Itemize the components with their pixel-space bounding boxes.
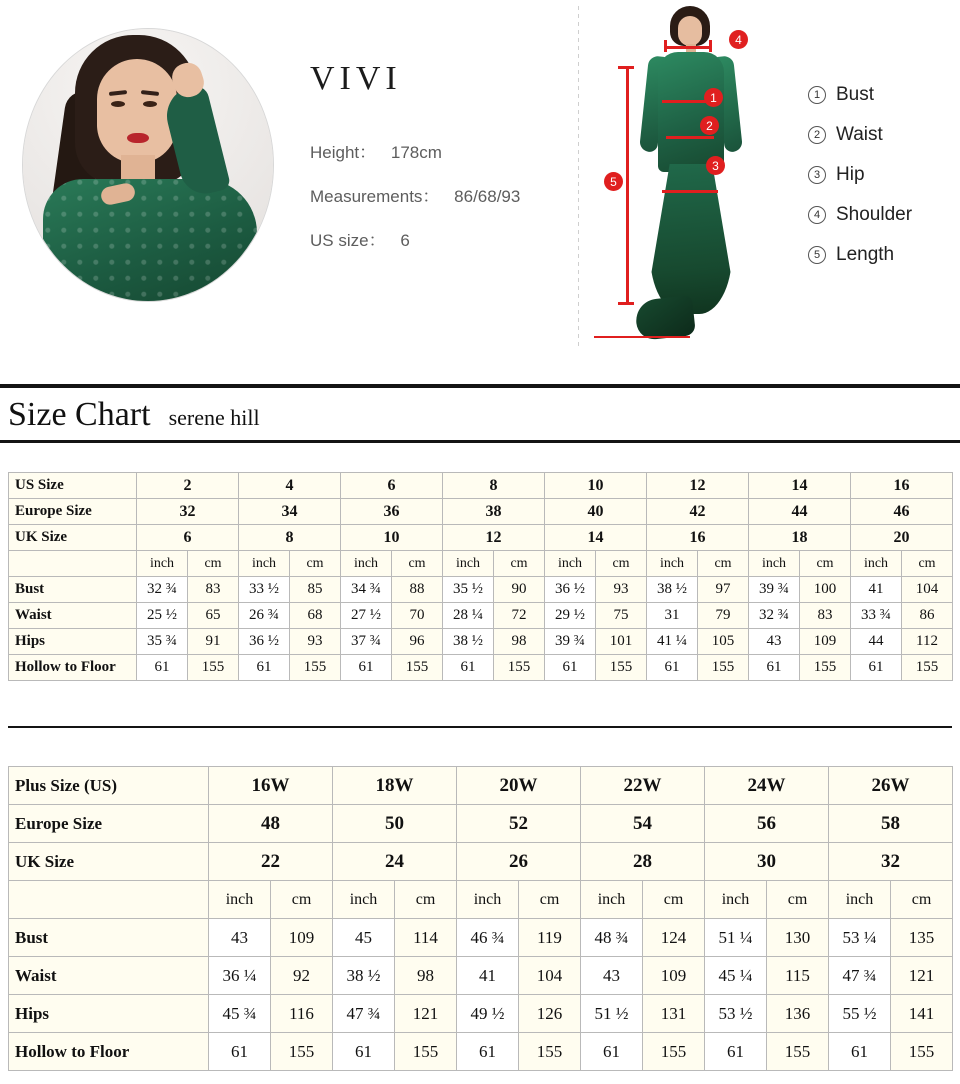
plus-hollow-cm-5: 155 (767, 1033, 829, 1071)
waist-cm-8: 86 (902, 603, 953, 629)
hips-inch-6: 41 ¼ (647, 629, 698, 655)
table-row-waist (9, 603, 953, 629)
plus-hollow-inch-3: 61 (457, 1033, 519, 1071)
waist-cm-1: 65 (188, 603, 239, 629)
plus-waist-cm-5: 115 (767, 957, 829, 995)
marker-3: 3 (706, 156, 725, 175)
table-row-hollow-to-floor (9, 655, 953, 681)
model-lips (127, 133, 149, 143)
hollow-cm-3: 155 (392, 655, 443, 681)
hollow-cm-4: 155 (494, 655, 545, 681)
plus-bust-inch-6: 53 ¼ (829, 919, 891, 957)
plus-unit-cm-4: cm (643, 881, 705, 919)
plus-bust-cm-3: 119 (519, 919, 581, 957)
spec-us-size-label: US size： (310, 231, 386, 250)
plus-hips-cm-3: 126 (519, 995, 581, 1033)
plus-unit-cm-1: cm (271, 881, 333, 919)
table-row-bust (9, 577, 953, 603)
plus-uk-26: 26 (457, 843, 581, 881)
legend-label-bust: Bust (836, 84, 875, 105)
plus-waist-inch-5: 45 ¼ (705, 957, 767, 995)
hollow-inch-8: 61 (851, 655, 902, 681)
plus-bust-inch-5: 51 ¼ (705, 919, 767, 957)
page-title: Size Chart (8, 396, 151, 433)
plus-hips-inch-6: 55 ½ (829, 995, 891, 1033)
plus-eu-56: 56 (705, 805, 829, 843)
hollow-inch-5: 61 (545, 655, 596, 681)
measurement-diagram (596, 4, 796, 348)
table-row-hips (9, 629, 953, 655)
bust-inch-4: 35 ½ (443, 577, 494, 603)
plus-eu-54: 54 (581, 805, 705, 843)
uk-size-20: 20 (851, 525, 953, 551)
plus-hips-inch-4: 51 ½ (581, 995, 643, 1033)
legend-item-length (808, 244, 912, 266)
plus-hips-inch-2: 47 ¾ (333, 995, 395, 1033)
table-row-us-size (9, 473, 953, 499)
row-label-uk-size: UK Size (9, 525, 137, 551)
legend-item-bust (808, 84, 912, 106)
table-row-plus-hollow-to-floor (9, 1033, 953, 1071)
plus-waist-cm-1: 92 (271, 957, 333, 995)
plus-hips-inch-1: 45 ¾ (209, 995, 271, 1033)
shoulder-tick-left (664, 40, 667, 52)
legend-item-shoulder (808, 204, 912, 226)
heading-rule-bottom (0, 440, 960, 443)
row-label-hips: Hips (9, 629, 137, 655)
hollow-cm-5: 155 (596, 655, 647, 681)
unit-inch-6: inch (647, 551, 698, 577)
eu-size-42: 42 (647, 499, 749, 525)
table-row-plus-europe-size (9, 805, 953, 843)
legend-badge-1: 1 (808, 86, 826, 104)
unit-cm-5: cm (596, 551, 647, 577)
size-chart-heading (0, 384, 960, 443)
length-tick-bottom (618, 302, 634, 305)
table-row-units (9, 551, 953, 577)
standard-size-table (8, 472, 953, 681)
plus-bust-inch-3: 46 ¾ (457, 919, 519, 957)
plus-hollow-cm-4: 155 (643, 1033, 705, 1071)
bust-cm-7: 100 (800, 577, 851, 603)
plus-hollow-inch-4: 61 (581, 1033, 643, 1071)
waist-cm-7: 83 (800, 603, 851, 629)
plus-unit-cm-5: cm (767, 881, 829, 919)
hips-inch-4: 38 ½ (443, 629, 494, 655)
legend-badge-3: 3 (808, 166, 826, 184)
hollow-inch-6: 61 (647, 655, 698, 681)
unit-cm-7: cm (800, 551, 851, 577)
us-size-12: 12 (647, 473, 749, 499)
plus-bust-cm-1: 109 (271, 919, 333, 957)
hips-cm-3: 96 (392, 629, 443, 655)
plus-waist-cm-3: 104 (519, 957, 581, 995)
hollow-cm-2: 155 (290, 655, 341, 681)
hollow-cm-8: 155 (902, 655, 953, 681)
unit-cm-8: cm (902, 551, 953, 577)
table-row-plus-waist (9, 957, 953, 995)
length-measure-line (626, 66, 629, 304)
hollow-cm-7: 155 (800, 655, 851, 681)
table-row-plus-units (9, 881, 953, 919)
plus-waist-cm-6: 121 (891, 957, 953, 995)
plus-uk-30: 30 (705, 843, 829, 881)
legend-label-waist: Waist (836, 124, 883, 145)
spec-us-size (310, 226, 520, 251)
plus-size-24w: 24W (705, 767, 829, 805)
hips-inch-1: 35 ¾ (137, 629, 188, 655)
eu-size-40: 40 (545, 499, 647, 525)
model-dress (43, 179, 257, 302)
us-size-2: 2 (137, 473, 239, 499)
legend-item-waist (808, 124, 912, 146)
unit-cm-6: cm (698, 551, 749, 577)
waist-inch-1: 25 ½ (137, 603, 188, 629)
legend-item-hip (808, 164, 912, 186)
hips-cm-4: 98 (494, 629, 545, 655)
figure-bodice (658, 52, 724, 172)
bust-inch-7: 39 ¾ (749, 577, 800, 603)
plus-hollow-inch-6: 61 (829, 1033, 891, 1071)
plus-bust-inch-2: 45 (333, 919, 395, 957)
uk-size-14: 14 (545, 525, 647, 551)
waist-cm-2: 68 (290, 603, 341, 629)
plus-unit-inch-4: inch (581, 881, 643, 919)
plus-waist-inch-4: 43 (581, 957, 643, 995)
vertical-divider (578, 6, 579, 346)
plus-waist-cm-2: 98 (395, 957, 457, 995)
hips-inch-2: 36 ½ (239, 629, 290, 655)
us-size-10: 10 (545, 473, 647, 499)
hips-inch-5: 39 ¾ (545, 629, 596, 655)
uk-size-6: 6 (137, 525, 239, 551)
row-label-waist: Waist (9, 603, 137, 629)
legend-badge-4: 4 (808, 206, 826, 224)
hollow-inch-4: 61 (443, 655, 494, 681)
plus-unit-cm-2: cm (395, 881, 457, 919)
waist-cm-5: 75 (596, 603, 647, 629)
row-label-plus-europe: Europe Size (9, 805, 209, 843)
brand-name: serene hill (168, 405, 260, 430)
hollow-inch-2: 61 (239, 655, 290, 681)
waist-inch-4: 28 ¼ (443, 603, 494, 629)
bust-cm-4: 90 (494, 577, 545, 603)
row-label-plus-waist: Waist (9, 957, 209, 995)
model-eye-right (143, 101, 157, 107)
plus-hollow-cm-1: 155 (271, 1033, 333, 1071)
plus-unit-inch-1: inch (209, 881, 271, 919)
table-row-uk-size (9, 525, 953, 551)
hips-inch-8: 44 (851, 629, 902, 655)
uk-size-18: 18 (749, 525, 851, 551)
unit-inch-2: inch (239, 551, 290, 577)
bust-cm-8: 104 (902, 577, 953, 603)
unit-cm-3: cm (392, 551, 443, 577)
plus-size-16w: 16W (209, 767, 333, 805)
plus-unit-inch-2: inch (333, 881, 395, 919)
hollow-inch-7: 61 (749, 655, 800, 681)
plus-hollow-inch-5: 61 (705, 1033, 767, 1071)
hem-baseline (594, 336, 690, 338)
uk-size-12: 12 (443, 525, 545, 551)
unit-cm-1: cm (188, 551, 239, 577)
hips-cm-7: 109 (800, 629, 851, 655)
plus-hollow-inch-1: 61 (209, 1033, 271, 1071)
bust-cm-1: 83 (188, 577, 239, 603)
eu-size-36: 36 (341, 499, 443, 525)
waist-inch-7: 32 ¾ (749, 603, 800, 629)
plus-hips-cm-1: 116 (271, 995, 333, 1033)
shoulder-tick-right (709, 40, 712, 52)
eu-size-44: 44 (749, 499, 851, 525)
uk-size-8: 8 (239, 525, 341, 551)
marker-5: 5 (604, 172, 623, 191)
waist-inch-8: 33 ¾ (851, 603, 902, 629)
plus-eu-50: 50 (333, 805, 457, 843)
uk-size-10: 10 (341, 525, 443, 551)
plus-bust-inch-4: 48 ¾ (581, 919, 643, 957)
bust-cm-5: 93 (596, 577, 647, 603)
bust-inch-8: 41 (851, 577, 902, 603)
plus-unit-cm-6: cm (891, 881, 953, 919)
bust-inch-5: 36 ½ (545, 577, 596, 603)
plus-eu-52: 52 (457, 805, 581, 843)
plus-size-18w: 18W (333, 767, 457, 805)
table-row-plus-size (9, 767, 953, 805)
unit-inch-8: inch (851, 551, 902, 577)
bust-cm-3: 88 (392, 577, 443, 603)
row-label-plus-bust: Bust (9, 919, 209, 957)
unit-inch-3: inch (341, 551, 392, 577)
bust-inch-2: 33 ½ (239, 577, 290, 603)
plus-hips-cm-4: 131 (643, 995, 705, 1033)
plus-unit-inch-3: inch (457, 881, 519, 919)
measurement-legend (808, 84, 912, 284)
dress-figure (636, 4, 746, 340)
figure-face (678, 16, 702, 46)
model-face (97, 59, 177, 163)
plus-waist-inch-1: 36 ¼ (209, 957, 271, 995)
us-size-4: 4 (239, 473, 341, 499)
plus-waist-inch-3: 41 (457, 957, 519, 995)
plus-uk-22: 22 (209, 843, 333, 881)
plus-waist-inch-6: 47 ¾ (829, 957, 891, 995)
row-label-units-blank (9, 551, 137, 577)
row-label-plus-uk: UK Size (9, 843, 209, 881)
plus-hollow-inch-2: 61 (333, 1033, 395, 1071)
hollow-cm-1: 155 (188, 655, 239, 681)
model-portrait (22, 28, 274, 302)
plus-bust-cm-5: 130 (767, 919, 829, 957)
bust-inch-6: 38 ½ (647, 577, 698, 603)
row-label-us-size: US Size (9, 473, 137, 499)
waist-inch-3: 27 ½ (341, 603, 392, 629)
hip-measure-line (662, 190, 718, 193)
spec-height-value: 178cm (390, 143, 442, 162)
eu-size-34: 34 (239, 499, 341, 525)
row-label-plus-size: Plus Size (US) (9, 767, 209, 805)
plus-eu-58: 58 (829, 805, 953, 843)
plus-hollow-cm-2: 155 (395, 1033, 457, 1071)
bust-cm-6: 97 (698, 577, 749, 603)
plus-hips-cm-5: 136 (767, 995, 829, 1033)
legend-label-length: Length (836, 244, 895, 265)
plus-eu-48: 48 (209, 805, 333, 843)
bust-inch-3: 34 ¾ (341, 577, 392, 603)
marker-1: 1 (704, 88, 723, 107)
plus-size-22w: 22W (581, 767, 705, 805)
waist-cm-4: 72 (494, 603, 545, 629)
plus-hollow-cm-3: 155 (519, 1033, 581, 1071)
row-label-bust: Bust (9, 577, 137, 603)
waist-inch-6: 31 (647, 603, 698, 629)
table-row-plus-hips (9, 995, 953, 1033)
plus-size-26w: 26W (829, 767, 953, 805)
model-name: VIVI (310, 60, 402, 97)
us-size-6: 6 (341, 473, 443, 499)
plus-unit-cm-3: cm (519, 881, 581, 919)
waist-inch-2: 26 ¾ (239, 603, 290, 629)
table-row-plus-uk-size (9, 843, 953, 881)
bust-cm-2: 85 (290, 577, 341, 603)
model-specs (310, 138, 520, 270)
waist-cm-6: 79 (698, 603, 749, 629)
spec-height (310, 138, 520, 163)
hips-cm-1: 91 (188, 629, 239, 655)
figure-skirt (650, 164, 732, 314)
us-size-8: 8 (443, 473, 545, 499)
legend-badge-5: 5 (808, 246, 826, 264)
hollow-inch-1: 61 (137, 655, 188, 681)
table-row-europe-size (9, 499, 953, 525)
plus-waist-inch-2: 38 ½ (333, 957, 395, 995)
section-divider (8, 726, 952, 728)
waist-inch-5: 29 ½ (545, 603, 596, 629)
plus-bust-cm-4: 124 (643, 919, 705, 957)
hollow-cm-6: 155 (698, 655, 749, 681)
eu-size-38: 38 (443, 499, 545, 525)
bust-inch-1: 32 ¾ (137, 577, 188, 603)
plus-bust-inch-1: 43 (209, 919, 271, 957)
eu-size-32: 32 (137, 499, 239, 525)
plus-uk-32: 32 (829, 843, 953, 881)
row-label-plus-units-blank (9, 881, 209, 919)
waist-measure-line (666, 136, 714, 139)
us-size-14: 14 (749, 473, 851, 499)
hips-cm-2: 93 (290, 629, 341, 655)
spec-measurements-value: 86/68/93 (454, 187, 521, 206)
marker-2: 2 (700, 116, 719, 135)
table-row-plus-bust (9, 919, 953, 957)
legend-label-shoulder: Shoulder (836, 204, 913, 225)
model-eye-left (111, 101, 125, 107)
hips-inch-3: 37 ¾ (341, 629, 392, 655)
plus-uk-24: 24 (333, 843, 457, 881)
us-size-16: 16 (851, 473, 953, 499)
plus-hips-cm-6: 141 (891, 995, 953, 1033)
hips-cm-6: 105 (698, 629, 749, 655)
spec-us-size-value: 6 (400, 231, 410, 250)
plus-size-20w: 20W (457, 767, 581, 805)
hips-inch-7: 43 (749, 629, 800, 655)
plus-hips-inch-3: 49 ½ (457, 995, 519, 1033)
shoulder-measure-line (664, 46, 712, 49)
plus-bust-cm-6: 135 (891, 919, 953, 957)
row-label-europe-size: Europe Size (9, 499, 137, 525)
spec-measurements-label: Measurements： (310, 187, 440, 206)
row-label-plus-hollow: Hollow to Floor (9, 1033, 209, 1071)
plus-hips-cm-2: 121 (395, 995, 457, 1033)
plus-unit-inch-5: inch (705, 881, 767, 919)
plus-bust-cm-2: 114 (395, 919, 457, 957)
plus-hips-inch-5: 53 ½ (705, 995, 767, 1033)
legend-label-hip: Hip (836, 164, 865, 185)
unit-inch-5: inch (545, 551, 596, 577)
hips-cm-8: 112 (902, 629, 953, 655)
unit-inch-1: inch (137, 551, 188, 577)
unit-cm-2: cm (290, 551, 341, 577)
unit-inch-4: inch (443, 551, 494, 577)
plus-size-table (8, 766, 953, 1071)
spec-measurements (310, 182, 520, 207)
spec-height-label: Height： (310, 143, 377, 162)
eu-size-46: 46 (851, 499, 953, 525)
length-tick-top (618, 66, 634, 69)
figure-train (634, 295, 696, 341)
plus-waist-cm-4: 109 (643, 957, 705, 995)
model-info-section (0, 0, 960, 372)
hollow-inch-3: 61 (341, 655, 392, 681)
row-label-hollow: Hollow to Floor (9, 655, 137, 681)
plus-uk-28: 28 (581, 843, 705, 881)
uk-size-16: 16 (647, 525, 749, 551)
row-label-plus-hips: Hips (9, 995, 209, 1033)
legend-badge-2: 2 (808, 126, 826, 144)
unit-cm-4: cm (494, 551, 545, 577)
plus-hollow-cm-6: 155 (891, 1033, 953, 1071)
marker-4: 4 (729, 30, 748, 49)
hips-cm-5: 101 (596, 629, 647, 655)
waist-cm-3: 70 (392, 603, 443, 629)
plus-unit-inch-6: inch (829, 881, 891, 919)
unit-inch-7: inch (749, 551, 800, 577)
